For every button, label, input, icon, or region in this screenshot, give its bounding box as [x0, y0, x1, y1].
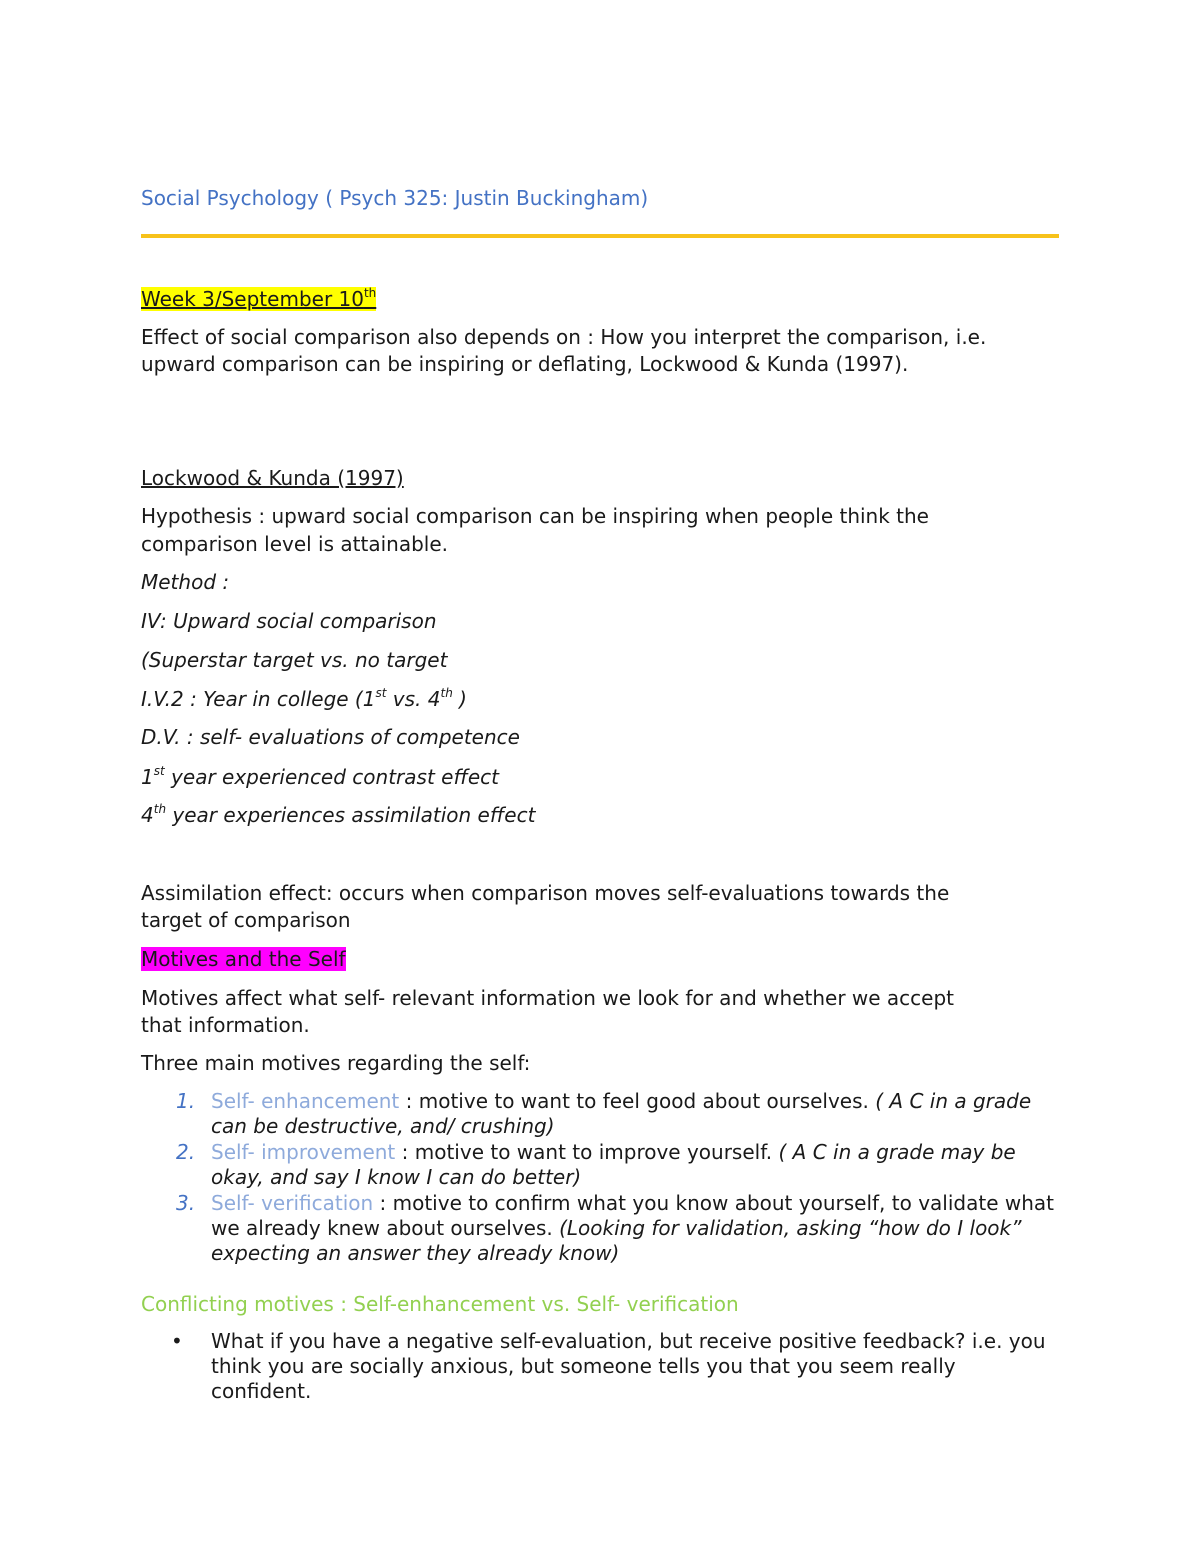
iv2-line: [141, 686, 467, 713]
motive-term: Self- enhancement: [211, 1089, 400, 1113]
assimilation-line-2: target of comparison: [141, 908, 351, 932]
iv2-suffix: ): [452, 687, 467, 711]
iv2-sup-1: st: [375, 686, 387, 700]
method-label: Method :: [141, 570, 230, 594]
dv-line: D.V. : self- evaluations of competence: [141, 725, 520, 749]
first-year-text: year experienced contrast effect: [164, 765, 500, 789]
first-year-num: 1: [141, 765, 154, 789]
motive-term: Self- verification: [211, 1191, 374, 1215]
iv1-line: IV: Upward social comparison: [141, 609, 437, 633]
motive-term: Self- improvement: [211, 1140, 396, 1164]
week-heading-text: Week 3/September 10: [141, 287, 364, 311]
list-item: [141, 1191, 1061, 1266]
fourth-year-line: [141, 802, 535, 829]
conflicting-heading: Conflicting motives : Self-enhancement vs. Self- verification: [141, 1292, 739, 1316]
motive-text: : motive to confirm what you know about yourself, to validate what we already knew about ourselves.: [211, 1191, 1054, 1240]
motives-list: [141, 1089, 1061, 1267]
motive-text: : motive to want to improve yourself.: [395, 1140, 779, 1164]
study-heading: Lockwood & Kunda (1997): [141, 466, 404, 490]
motive-example: ( A C in a grade may be okay, and say I know I can do better): [211, 1140, 1016, 1189]
fourth-year-num: 4: [141, 803, 154, 827]
fourth-year-text: year experiences assimilation effect: [166, 803, 536, 827]
week-heading: [141, 286, 376, 313]
week-heading-sup: th: [363, 286, 377, 300]
iv2-sup-2: th: [440, 686, 453, 700]
list-number: 2.: [176, 1140, 196, 1164]
first-year-sup: st: [153, 764, 165, 778]
intro-line-2: upward comparison can be inspiring or deflating, Lockwood & Kunda (1997).: [141, 352, 909, 376]
motive-example: ( A C in a grade can be destructive, and/ crushing): [211, 1089, 1032, 1138]
motive-text: : motive to want to feel good about ourselves.: [399, 1089, 876, 1113]
list-number: 3.: [176, 1191, 196, 1215]
list-number: 1.: [176, 1089, 196, 1113]
motive-example: (Looking for validation, asking “how do I look” expecting an answer they already know): [211, 1216, 1022, 1265]
motives-heading: [141, 946, 346, 973]
list-item: [141, 1140, 1061, 1190]
iv2-mid: vs. 4: [386, 687, 441, 711]
motives-line-2: that information.: [141, 1013, 310, 1037]
iv1-detail-line: (Superstar target vs. no target: [141, 648, 448, 672]
iv2-prefix: I.V.2 : Year in college (1: [141, 687, 376, 711]
hypothesis-line-2: comparison level is attainable.: [141, 532, 448, 556]
first-year-line: [141, 764, 499, 791]
conflicting-list: [141, 1329, 1061, 1404]
list-item: [141, 1089, 1061, 1139]
list-item: [141, 1329, 1061, 1404]
assimilation-line-1: Assimilation effect: occurs when comparison moves self-evaluations towards the: [141, 881, 950, 905]
document-title: Social Psychology ( Psych 325: Justin Buckingham): [141, 186, 649, 210]
bullet-icon: •: [171, 1329, 183, 1353]
title-rule: [141, 234, 1059, 238]
bullet-text: What if you have a negative self-evaluation, but receive positive feedback? i.e. you think you are socially anxious, but someone tells you that you seem really confident.: [211, 1329, 1046, 1403]
fourth-year-sup: th: [153, 802, 167, 816]
three-motives-line: Three main motives regarding the self:: [141, 1051, 531, 1075]
motives-line-1: Motives affect what self- relevant information we look for and whether we accept: [141, 986, 955, 1010]
hypothesis-line-1: Hypothesis : upward social comparison can be inspiring when people think the: [141, 504, 929, 528]
motives-heading-text: Motives and the Self: [141, 947, 346, 971]
week-heading-highlight: [141, 287, 376, 311]
intro-line-1: Effect of social comparison also depends on : How you interpret the comparison, i.e.: [141, 325, 987, 349]
